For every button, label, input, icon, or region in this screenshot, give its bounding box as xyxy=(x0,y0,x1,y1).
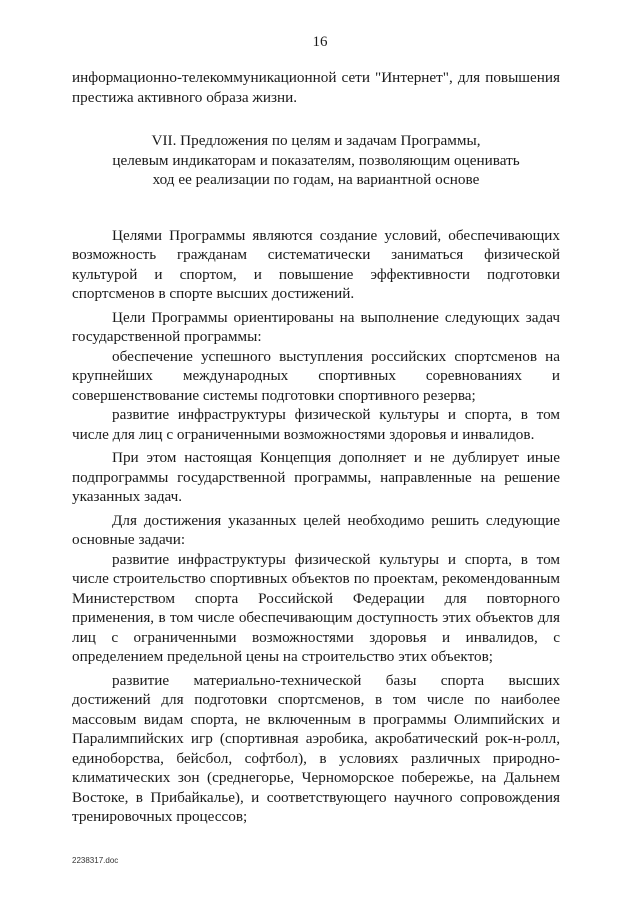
intro-paragraph: информационно-телекоммуникационной сети "Интернет", для повышения престижа активного образа жизни. xyxy=(72,69,560,106)
section-heading-line-2: целевым индикаторам и показателям, позволяющим оценивать xyxy=(112,151,520,169)
section-heading-line-3: ход ее реализации по годам, на вариантной основе xyxy=(152,171,480,188)
document-body xyxy=(72,68,560,827)
paragraph-goals-orientation: Цели Программы ориентированы на выполнение следующих задач государственной программы: xyxy=(72,308,560,345)
paragraph-concept-note: При этом настоящая Концепция дополняет и не дублирует иные подпрограммы государственной программы, направленные на решение указанных задач. xyxy=(72,449,560,505)
section-heading xyxy=(72,131,560,190)
footer-document-code: 2238317.doc xyxy=(72,856,119,865)
paragraph-infrastructure-development: развитие инфраструктуры физической культуры и спорта, в том числе строительство спортивных объектов по проектам, рекомендованным Министерством спорта Российской Федерации для повторного применения, в том числе обеспечивающим доступность этих объектов для лиц с ограниченными возможностями здоровья и инвалидов, с определением предельной цены на строительство этих объектов; xyxy=(72,550,560,665)
page-number: 16 xyxy=(312,34,328,50)
paragraph-task-infrastructure: развитие инфраструктуры физической культуры и спорта, в том числе для лиц с ограниченными возможностями здоровья и инвалидов. xyxy=(72,406,560,443)
paragraph-main-tasks: Для достижения указанных целей необходимо решить следующие основные задачи: xyxy=(72,511,560,548)
paragraph-material-base: развитие материально-технической базы спорта высших достижений для подготовки спортсменов, в том числе по наиболее массовым видам спорта, не включенным в программы Олимпийских и Паралимпийских игр (спортивная аэробика, акробатический рок-н-ролл, единоборства, бейсбол, софтбол), в условиях различных природно-климатических зон (среднегорье, Черноморское побережье, на Дальнем Востоке, в Прибайкалье), и соответствующего научного сопровождения тренировочных процессов; xyxy=(72,671,560,825)
paragraph-goals: Целями Программы являются создание условий, обеспечивающих возможность гражданам систематически заниматься физической культурой и спортом, и повышение эффективности подготовки спортсменов в спорте высших достижений. xyxy=(72,226,560,302)
section-heading-line-1: VII. Предложения по целям и задачам Программы, xyxy=(151,132,481,149)
paragraph-task-performance: обеспечение успешного выступления российских спортсменов на крупнейших международных спортивных соревнованиях и совершенствование системы подготовки спортивного резерва; xyxy=(72,347,560,404)
